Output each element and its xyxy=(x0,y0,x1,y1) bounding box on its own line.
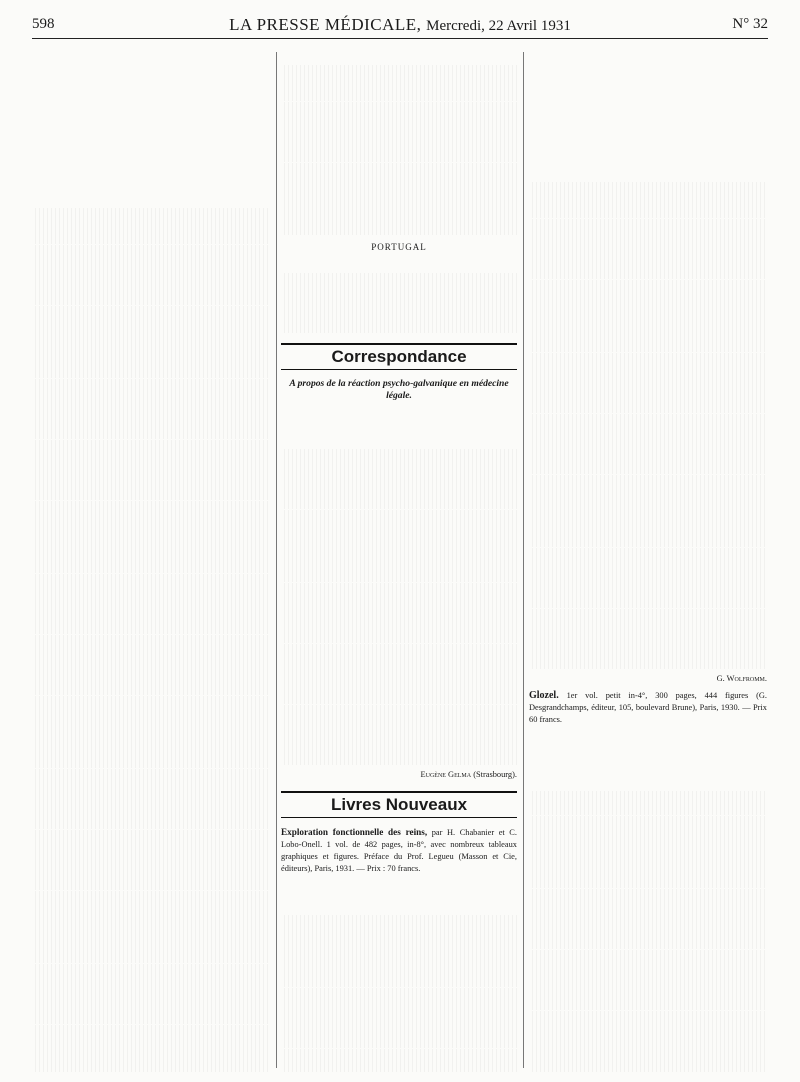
text-line xyxy=(529,511,767,523)
text-line xyxy=(529,340,767,352)
text-line xyxy=(32,805,270,817)
text-line xyxy=(281,939,517,951)
text-line xyxy=(529,401,767,413)
text-line xyxy=(32,513,270,525)
text-line xyxy=(281,163,517,175)
text-line xyxy=(32,1025,270,1037)
text-line xyxy=(281,223,517,235)
text-line xyxy=(529,913,767,925)
text-line xyxy=(281,1024,517,1036)
text-line xyxy=(529,950,767,962)
text-line xyxy=(529,816,767,828)
text-line xyxy=(281,741,517,753)
paragraph xyxy=(281,423,517,435)
text-line xyxy=(32,878,270,890)
text-line xyxy=(32,988,270,1000)
text-line xyxy=(529,523,767,535)
paragraph xyxy=(281,410,517,422)
text-line xyxy=(529,255,767,267)
text-line xyxy=(529,182,767,194)
paragraph xyxy=(32,117,270,129)
text-line xyxy=(281,988,517,1000)
text-line xyxy=(529,389,767,401)
text-placeholder xyxy=(281,915,517,1073)
text-line xyxy=(32,281,270,293)
text-line xyxy=(529,633,767,645)
text-line xyxy=(281,65,517,77)
paragraph xyxy=(32,91,270,103)
text-line xyxy=(281,199,517,211)
text-line xyxy=(281,951,517,963)
text-line xyxy=(32,220,270,232)
text-line xyxy=(32,245,270,257)
section-heading-portugal: PORTUGAL xyxy=(371,242,427,253)
text-line xyxy=(32,976,270,988)
paragraph xyxy=(529,91,767,103)
text-line xyxy=(281,717,517,729)
page-header xyxy=(32,14,768,39)
text-line xyxy=(32,635,270,647)
text-line xyxy=(281,975,517,987)
text-line xyxy=(529,901,767,913)
paragraph xyxy=(529,65,767,77)
text-line xyxy=(529,791,767,803)
paragraph xyxy=(529,117,767,129)
text-line xyxy=(32,525,270,537)
text-line xyxy=(281,631,517,643)
column-divider xyxy=(276,52,277,1068)
text-line xyxy=(529,840,767,852)
text-line xyxy=(281,595,517,607)
text-line xyxy=(529,889,767,901)
text-line xyxy=(281,138,517,150)
text-line xyxy=(529,974,767,986)
text-line xyxy=(32,964,270,976)
text-line xyxy=(32,915,270,927)
text-line xyxy=(529,864,767,876)
text-line xyxy=(529,1035,767,1047)
text-line xyxy=(32,744,270,756)
text-line xyxy=(529,1059,767,1071)
text-line xyxy=(281,546,517,558)
paragraph xyxy=(529,739,767,751)
text-line xyxy=(529,206,767,218)
page-number: 598 xyxy=(32,16,55,32)
text-line xyxy=(281,668,517,680)
text-line xyxy=(529,353,767,365)
text-line xyxy=(32,610,270,622)
text-line xyxy=(32,1012,270,1024)
text-line xyxy=(32,842,270,854)
text-line xyxy=(281,729,517,741)
journal-masthead xyxy=(32,15,768,35)
review-signature xyxy=(529,673,767,685)
text-line xyxy=(281,656,517,668)
journal-title: LA PRESSE MÉDICALE, xyxy=(229,15,422,34)
text-line xyxy=(281,753,517,765)
text-line xyxy=(281,285,517,297)
text-line xyxy=(281,680,517,692)
article-signature xyxy=(281,769,517,781)
paragraph xyxy=(32,169,270,181)
text-line xyxy=(281,126,517,138)
paragraph xyxy=(529,78,767,90)
text-line xyxy=(32,622,270,634)
text-line xyxy=(529,828,767,840)
column-divider xyxy=(523,52,524,1068)
text-line xyxy=(529,280,767,292)
paragraph xyxy=(32,143,270,155)
text-line xyxy=(529,426,767,438)
column-1 xyxy=(32,52,270,1072)
text-line xyxy=(281,1049,517,1061)
text-line xyxy=(32,598,270,610)
author-name: Eugène Gelma xyxy=(420,770,472,780)
text-line xyxy=(529,219,767,231)
text-line xyxy=(32,232,270,244)
text-line xyxy=(529,487,767,499)
text-line xyxy=(32,1037,270,1049)
text-line xyxy=(529,572,767,584)
text-line xyxy=(32,415,270,427)
text-line xyxy=(529,1023,767,1035)
text-line xyxy=(32,854,270,866)
text-line xyxy=(32,756,270,768)
paragraph xyxy=(32,182,270,194)
text-line xyxy=(281,485,517,497)
text-line xyxy=(529,584,767,596)
paragraph xyxy=(281,52,517,64)
author-name: G. Wolfromm. xyxy=(716,674,767,684)
text-line xyxy=(529,645,767,657)
text-line xyxy=(529,609,767,621)
text-line xyxy=(529,535,767,547)
text-line xyxy=(32,366,270,378)
text-line xyxy=(281,461,517,473)
text-line xyxy=(529,499,767,511)
text-line xyxy=(529,377,767,389)
text-line xyxy=(281,1036,517,1048)
paragraph xyxy=(32,130,270,142)
text-line xyxy=(32,574,270,586)
text-line xyxy=(32,1061,270,1072)
paragraph xyxy=(529,156,767,168)
text-line xyxy=(32,696,270,708)
paragraph xyxy=(529,169,767,181)
text-line xyxy=(281,705,517,717)
text-line xyxy=(281,927,517,939)
text-line xyxy=(529,194,767,206)
text-line xyxy=(529,267,767,279)
text-line xyxy=(32,817,270,829)
text-line xyxy=(32,306,270,318)
text-line xyxy=(529,462,767,474)
text-line xyxy=(529,852,767,864)
text-line xyxy=(32,427,270,439)
text-line xyxy=(32,671,270,683)
paragraph xyxy=(281,889,517,901)
text-line xyxy=(281,102,517,114)
text-placeholder xyxy=(281,449,517,766)
text-line xyxy=(32,342,270,354)
text-line xyxy=(32,951,270,963)
book-notice-glozel xyxy=(529,690,767,727)
paragraph xyxy=(32,78,270,90)
text-line xyxy=(281,1012,517,1024)
paragraph xyxy=(529,778,767,790)
paragraph xyxy=(529,752,767,764)
text-line xyxy=(281,321,517,333)
book-title: Glozel. xyxy=(529,689,559,701)
paragraph xyxy=(529,726,767,738)
book-reference: par H. Chabanier et C. Lobo-Onell. 1 vol. de 482 pages, in-8°, avec nombreux tableaux graphiques et figures. Préface du Prof. Legueu (Masson et Cie, éditeurs), Paris, 1931. — Prix : 70 francs. xyxy=(281,827,517,874)
text-line xyxy=(32,488,270,500)
text-line xyxy=(281,558,517,570)
text-line xyxy=(32,927,270,939)
text-line xyxy=(281,915,517,927)
text-line xyxy=(281,175,517,187)
text-line xyxy=(32,330,270,342)
text-line xyxy=(281,150,517,162)
text-line xyxy=(32,403,270,415)
text-line xyxy=(529,925,767,937)
text-line xyxy=(32,293,270,305)
text-line xyxy=(32,318,270,330)
book-reference: 1er vol. petit in-4°, 300 pages, 444 figures (G. Desgrandchamps, éditeur, 105, boulevard Brune), Paris, 1930. — Prix 60 francs. xyxy=(529,690,767,724)
paragraph xyxy=(529,52,767,64)
text-line xyxy=(32,391,270,403)
paragraph xyxy=(32,52,270,64)
paragraph xyxy=(32,104,270,116)
text-line xyxy=(32,208,270,220)
text-line xyxy=(281,534,517,546)
text-line xyxy=(529,304,767,316)
text-line xyxy=(32,732,270,744)
text-line xyxy=(32,683,270,695)
text-line xyxy=(529,414,767,426)
text-line xyxy=(281,583,517,595)
text-line xyxy=(32,781,270,793)
text-line xyxy=(281,522,517,534)
paragraph xyxy=(281,902,517,914)
text-line xyxy=(529,292,767,304)
text-line xyxy=(529,876,767,888)
paragraph xyxy=(529,130,767,142)
text-line xyxy=(529,1047,767,1059)
column-3 xyxy=(529,52,767,1072)
text-line xyxy=(32,891,270,903)
text-line xyxy=(281,1061,517,1072)
text-placeholder xyxy=(281,65,517,235)
text-line xyxy=(281,619,517,631)
text-line xyxy=(32,501,270,513)
text-line xyxy=(281,273,517,285)
column-2 xyxy=(281,52,517,1072)
text-line xyxy=(281,211,517,223)
text-line xyxy=(529,998,767,1010)
text-line xyxy=(32,257,270,269)
text-line xyxy=(529,657,767,669)
text-line xyxy=(529,243,767,255)
text-line xyxy=(281,1000,517,1012)
text-line xyxy=(32,1000,270,1012)
text-line xyxy=(529,316,767,328)
author-place: (Strasbourg). xyxy=(473,770,517,780)
paragraph xyxy=(281,876,517,888)
text-placeholder xyxy=(529,182,767,669)
text-line xyxy=(281,644,517,656)
text-line xyxy=(32,793,270,805)
text-line xyxy=(32,769,270,781)
text-line xyxy=(281,497,517,509)
text-line xyxy=(529,365,767,377)
text-line xyxy=(32,647,270,659)
text-line xyxy=(529,438,767,450)
issue-date: Mercredi, 22 Avril 1931 xyxy=(426,18,571,34)
article-title: A propos de la réaction psycho-galvanique en médecine légale. xyxy=(289,377,509,401)
text-line xyxy=(281,187,517,199)
text-line xyxy=(529,231,767,243)
text-line xyxy=(281,449,517,461)
text-line xyxy=(32,720,270,732)
text-line xyxy=(32,708,270,720)
text-line xyxy=(281,607,517,619)
text-line xyxy=(32,561,270,573)
text-line xyxy=(281,510,517,522)
text-line xyxy=(32,1049,270,1061)
text-line xyxy=(32,379,270,391)
paragraph xyxy=(32,156,270,168)
text-line xyxy=(529,596,767,608)
text-line xyxy=(32,269,270,281)
paragraph xyxy=(529,143,767,155)
text-line xyxy=(281,114,517,126)
text-line xyxy=(32,464,270,476)
paragraph xyxy=(529,765,767,777)
text-line xyxy=(32,866,270,878)
text-line xyxy=(32,939,270,951)
paragraph xyxy=(529,104,767,116)
text-line xyxy=(529,560,767,572)
paragraph xyxy=(281,436,517,448)
text-line xyxy=(32,903,270,915)
text-line xyxy=(529,937,767,949)
book-title: Exploration fonctionnelle des reins, xyxy=(281,826,428,837)
text-line xyxy=(281,309,517,321)
text-line xyxy=(32,659,270,671)
text-line xyxy=(281,89,517,101)
text-line xyxy=(32,830,270,842)
text-line xyxy=(529,1071,767,1072)
text-line xyxy=(281,692,517,704)
text-line xyxy=(32,586,270,598)
text-line xyxy=(32,537,270,549)
text-line xyxy=(529,1011,767,1023)
text-line xyxy=(32,476,270,488)
text-line xyxy=(529,475,767,487)
paragraph xyxy=(32,195,270,207)
text-line xyxy=(529,548,767,560)
text-line xyxy=(281,297,517,309)
text-line xyxy=(281,963,517,975)
issue-number: N° 32 xyxy=(732,16,768,32)
text-placeholder xyxy=(529,791,767,1072)
paragraph xyxy=(281,260,517,272)
text-placeholder xyxy=(281,273,517,334)
text-line xyxy=(32,354,270,366)
paragraph xyxy=(32,65,270,77)
book-notice xyxy=(281,826,517,876)
section-heading-livres-nouveaux: Livres Nouveaux xyxy=(281,791,517,817)
text-line xyxy=(32,549,270,561)
text-line xyxy=(281,570,517,582)
text-placeholder xyxy=(32,208,270,1072)
text-line xyxy=(529,986,767,998)
text-line xyxy=(281,77,517,89)
text-line xyxy=(529,962,767,974)
text-line xyxy=(529,621,767,633)
text-line xyxy=(529,450,767,462)
text-line xyxy=(32,452,270,464)
text-line xyxy=(529,803,767,815)
section-heading-correspondance: Correspondance xyxy=(281,343,517,369)
text-line xyxy=(529,328,767,340)
text-line xyxy=(281,473,517,485)
text-line xyxy=(32,440,270,452)
